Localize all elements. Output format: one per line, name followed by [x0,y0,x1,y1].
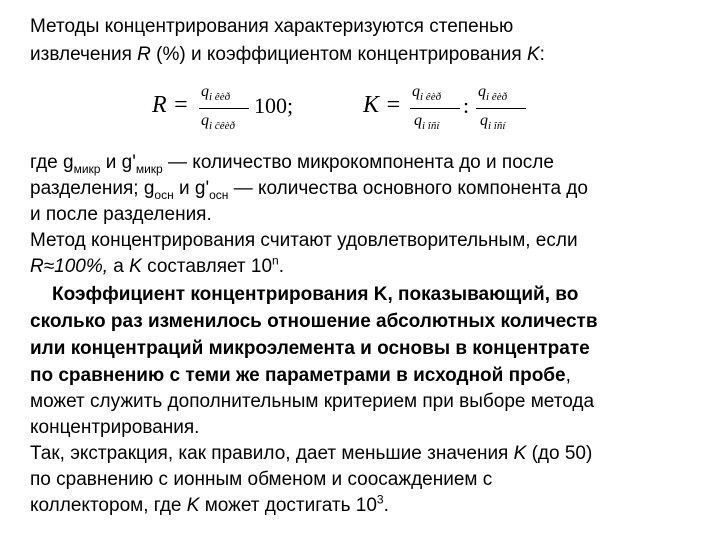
formula-K-frac2-denominator [480,112,506,133]
closing-text-3b: может достигать 10 [199,495,377,516]
defs-sub-osn-1: осн [154,187,174,202]
formula-K-frac2-numerator [478,83,508,104]
bold-para-text-3: или концентраций микроэлемента и основы в концентрате [30,338,590,359]
formula-K-frac1-bar [410,108,460,109]
closing-line-3 [30,493,389,519]
intro-text-2a: извлечения [30,44,138,65]
defs-text-2a: разделения; g [30,178,155,199]
criterion-text-2c: . [278,256,285,277]
closing-line-2 [30,467,492,493]
formula-K-f1-den-var: q [414,112,422,129]
formula-K-frac2-bar [476,108,526,109]
intro-var-K: K [526,44,540,65]
intro-text-2b: (%) и коэффициентом концентрирования [150,44,527,65]
formula-K-frac1-numerator [412,83,442,104]
formula-R-den-sub: i ĉêèð [209,120,235,133]
criterion-R-value: R≈100%, [30,256,109,277]
formula-K-frac1-denominator [414,112,440,133]
bold-para-line-1 [52,282,578,308]
formula-K-f1-num-sub: i êèð [420,91,442,104]
formula-K-f2-num-sub: i êèð [486,91,508,104]
bold-para-line-6 [30,415,199,441]
intro-text-1: Методы концентрирования характеризуются степенью [30,16,514,37]
formula-R-lhs: R = [152,92,189,118]
defs-text-2c: — количества основного компонента до [228,178,588,199]
criterion-line-1 [30,228,578,254]
closing-var-K-1: K [513,443,527,464]
formula-K-f2-den-sub: i îñí [488,120,506,133]
bold-para-text-5: может служить дополнительным критерием при выборе метода [30,391,595,412]
closing-text-3c: . [383,495,389,516]
bold-para-line-4 [30,363,571,389]
criterion-text-1: Метод концентрирования считают удовлетворительным, если [30,230,578,251]
formula-K-f1-num-var: q [412,83,420,100]
defs-text-1c: — количество микрокомпонента до и после [162,152,554,173]
criterion-var-K: K [129,256,142,277]
defs-text-1b: и g' [100,152,136,173]
closing-var-K-2: K [186,495,200,516]
defs-line-1 [30,150,554,176]
defs-text-1a: где g [30,152,74,173]
formula-K-separator: : [463,93,470,118]
bold-para-line-5 [30,389,594,415]
closing-exponent-3: 3 [376,492,384,507]
formula-K-f2-den-var: q [480,112,488,129]
defs-sub-osn-2: осн [209,187,229,202]
bold-para-text-2: сколько раз изменилось отношение абсолютных количеств [30,311,598,332]
formula-K-f2-num-var: q [478,83,486,100]
criterion-line-2 [30,254,284,280]
formula-K [0,0,720,150]
defs-text-3: и после разделения. [30,204,212,225]
defs-sub-mikr-1: микр [73,161,101,176]
intro-text-2c: : [539,44,545,65]
bold-para-line-3 [30,336,590,362]
bold-para-text-1: Коэффициент концентрирования K, показывающий, во [52,284,579,305]
formula-R-den-var: q [201,112,209,129]
criterion-text-2b: составляет 10 [141,256,273,277]
bold-para-text-6: концентрирования. [30,417,200,438]
defs-sub-mikr-2: микр [135,161,163,176]
criterion-text-2a: а [108,256,130,277]
formula-R-num-sub: i êèð [209,91,231,104]
intro-var-R: R [137,44,151,65]
formula-K-f1-den-sub: i îñí [422,120,440,133]
formula-R-num-var: q [201,83,209,100]
defs-line-3 [30,202,212,228]
closing-text-3a: коллектором, где [30,495,187,516]
defs-line-2 [30,176,588,202]
bold-para-line-2 [30,309,598,335]
closing-text-2: по сравнению с ионным обменом и соосаждением с [30,469,493,490]
closing-text-1a: Так, экстракция, как правило, дает меньшие значения [30,443,514,464]
formula-K-lhs: K = [363,92,402,118]
criterion-exponent-n: n [272,253,279,268]
bold-para-text-4: по сравнению с теми же параметрами в исходной пробе [30,365,566,386]
closing-text-1b: (до 50) [526,443,593,464]
closing-line-1 [30,441,592,467]
formula-R-tail: 100; [254,93,294,118]
bold-para-text-4-rest: , [565,365,571,386]
defs-text-2b: и g' [173,178,210,199]
